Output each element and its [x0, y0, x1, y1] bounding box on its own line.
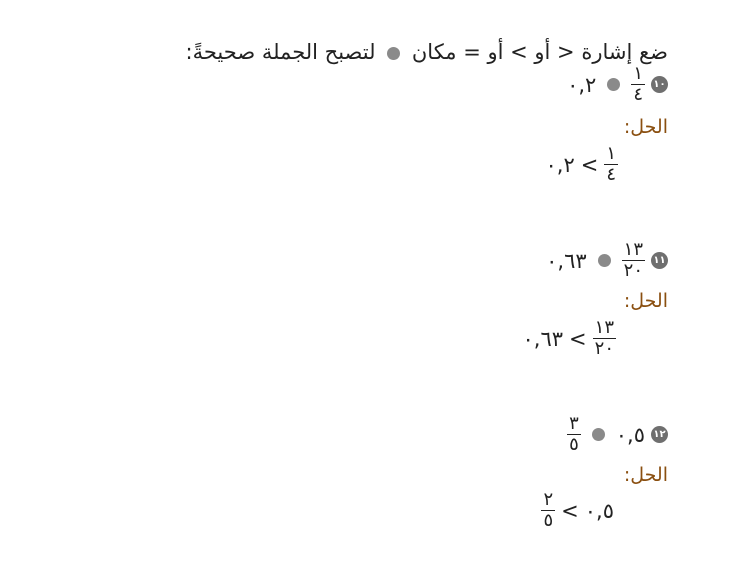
fraction-denominator: ٥: [543, 510, 554, 531]
placeholder-dot-icon: [387, 47, 400, 60]
fraction-numerator: ١: [633, 63, 643, 84]
question-fraction: [622, 240, 645, 281]
placeholder-dot-icon: [592, 428, 605, 441]
fraction-denominator: ٤: [606, 164, 616, 185]
fraction-denominator: ٥: [569, 434, 579, 455]
question-decimal: ٠,٢: [567, 72, 597, 97]
answer-decimal: ٠,٥: [584, 498, 614, 523]
problem-number-badge: ١٢: [651, 426, 668, 443]
fraction-numerator: ١٣: [623, 239, 643, 260]
question-decimal: ٠,٥: [615, 422, 645, 447]
problem-10-solution-label: الحل:: [623, 116, 668, 138]
problem-11-question: [546, 240, 668, 281]
problem-number-badge: ١٠: [651, 76, 668, 93]
answer-decimal: ٠,٦٣: [522, 326, 564, 351]
answer-fraction: [593, 318, 616, 359]
problem-10-answer: [545, 144, 618, 185]
problem-12-solution-label: الحل:: [623, 464, 668, 486]
problem-11-answer: [523, 318, 616, 359]
fraction-denominator: ٤: [633, 84, 643, 105]
question-decimal: ٠,٦٣: [546, 248, 587, 273]
comparison-operator: >: [569, 326, 587, 351]
comparison-operator: >: [561, 498, 579, 523]
problem-12-question: [567, 414, 668, 455]
answer-fraction: [541, 490, 555, 531]
problem-12-answer: [541, 490, 614, 531]
answer-fraction: [604, 144, 618, 185]
placeholder-dot-icon: [598, 254, 611, 267]
fraction-numerator: ١: [606, 143, 616, 164]
question-fraction: [631, 64, 645, 105]
comparison-operator: >: [580, 152, 599, 177]
fraction-denominator: ٢٠: [594, 338, 614, 359]
fraction-denominator: ٢٠: [623, 260, 643, 281]
instruction-text-start: ضع إشارة < أو > أو = مكان: [411, 40, 668, 64]
answer-decimal: ٠,٢: [545, 152, 575, 177]
problem-11-solution-label: الحل:: [623, 290, 668, 312]
fraction-numerator: ١٣: [594, 317, 614, 338]
fraction-numerator: ٣: [569, 413, 579, 434]
fraction-numerator: ٢: [543, 489, 554, 510]
problem-number-badge: ١١: [651, 252, 668, 269]
question-fraction: [567, 414, 581, 455]
instruction-text-end: لتصبح الجملة صحيحةً:: [185, 40, 376, 64]
problem-10-question: [567, 64, 668, 105]
placeholder-dot-icon: [607, 78, 620, 91]
